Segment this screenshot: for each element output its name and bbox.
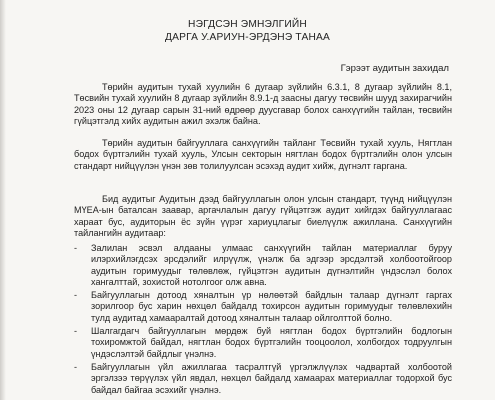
bullet-dash: - [74, 290, 78, 301]
list-item-text: Байгууллагын дотоод хяналтын үр нөлөөтэй байдлын талаар дүгнэлт гаргах зорилгоор бус харин нөхцөл байдалд тохирсон аудитын горимуудыг төлөвлөхийн тулд аудитад хамааралтай дотоод хяналтын талаар ойлголттой болно. [91, 290, 452, 323]
bullet-dash: - [74, 361, 78, 372]
header-recipient: ДАРГА У.АРИУН-ЭРДЭНЭ ТАНАА [164, 32, 331, 43]
paragraph-3: Бид аудитыг Аудитын дээд байгууллагын олон улсын стандарт, түүнд нийцүүлэн МҮЕА-ын баталсан заавар, аргачлалын дагуу гүйцэтгэж аудит хийгдэх байгууллагаас хараат бус, аудиторын ёс зүйн үүрэг хариуцлагыг биелүүлж ажиллана. Санхүүгийн тайлангийн аудитаар: [74, 194, 452, 238]
list-item [74, 243, 452, 288]
audit-scope-list [74, 243, 452, 398]
letter-header [0, 18, 495, 44]
list-item [74, 290, 452, 324]
list-item-text: Шалгагдагч байгууллагын мөрдөж буй нягтлан бодох бүртгэлийн бодлогын тохиромжтой байдал, нягтлан бодох бүртгэлийн тооцоолол, холбогдох тодруулгын үндэслэлтэй байдлыг үнэлнэ. [91, 326, 452, 359]
page-shadow-edge [0, 0, 6, 400]
list-item [74, 362, 452, 396]
bullet-dash: - [74, 326, 78, 337]
list-item-text: Байгууллагын үйл ажиллагаа тасралтгүй үргэлжлүүлэх чадвартай холбоотой эргэлзээ төрүүлэх үйл явдал, нөхцөл байдалд хамаарах материаллаг тодорхой бус байдал байгаа эсэхийг үнэлнэ. [91, 361, 452, 395]
paragraph-1: Төрийн аудитын тухай хуулийн 6 дугаар зүйлийн 6.3.1, 8 дугаар зүйлийн 8.1, Төсвийн тухай хуулийн 8 дугаар зүйлийн 8.9.1-д заасны дагуу төсвийн шууд захирагчийн 2023 оны 12 дугаар сарын 31-ний өдрөөр дуусгавар болох санхүүгийн тайлан, төсвийн гүйцэтгэлд хийх аудитын ажил эхэлж байна. [74, 82, 452, 126]
letter-subject: Гэрээт аудитын захидал [340, 63, 449, 74]
list-item-text: Залилан эсвэл алдааны улмаас санхүүгийн тайлан материаллаг буруу илэрхийлэгдсэх эрсдэлийг илрүүлж, үнэлж ба эдгээр эрсдэлтэй холбоотойгоор аудитын горимуудыг төлөвлөж, гүйцэтгэн аудитын дүгнэлтийн үндэслэл болох хангалттай, зохистой нотолгоог олж авна. [91, 243, 452, 287]
paragraph-2: Төрийн аудитын байгууллага санхүүгийн тайланг Төсвийн тухай хууль, Нягтлан бодох бүртгэлийн тухай хууль, Улсын секторын нягтлан бодох бүртгэлийн олон улсын стандарт нийцүүлэн үнэн зөв толилуулсан эсэхэд аудит хийж, дүгнэлт гаргана. [74, 138, 452, 171]
list-item [74, 326, 452, 360]
bullet-dash: - [74, 243, 78, 253]
header-organization: НЭГДСЭН ЭМНЭЛГИЙН [188, 19, 307, 30]
